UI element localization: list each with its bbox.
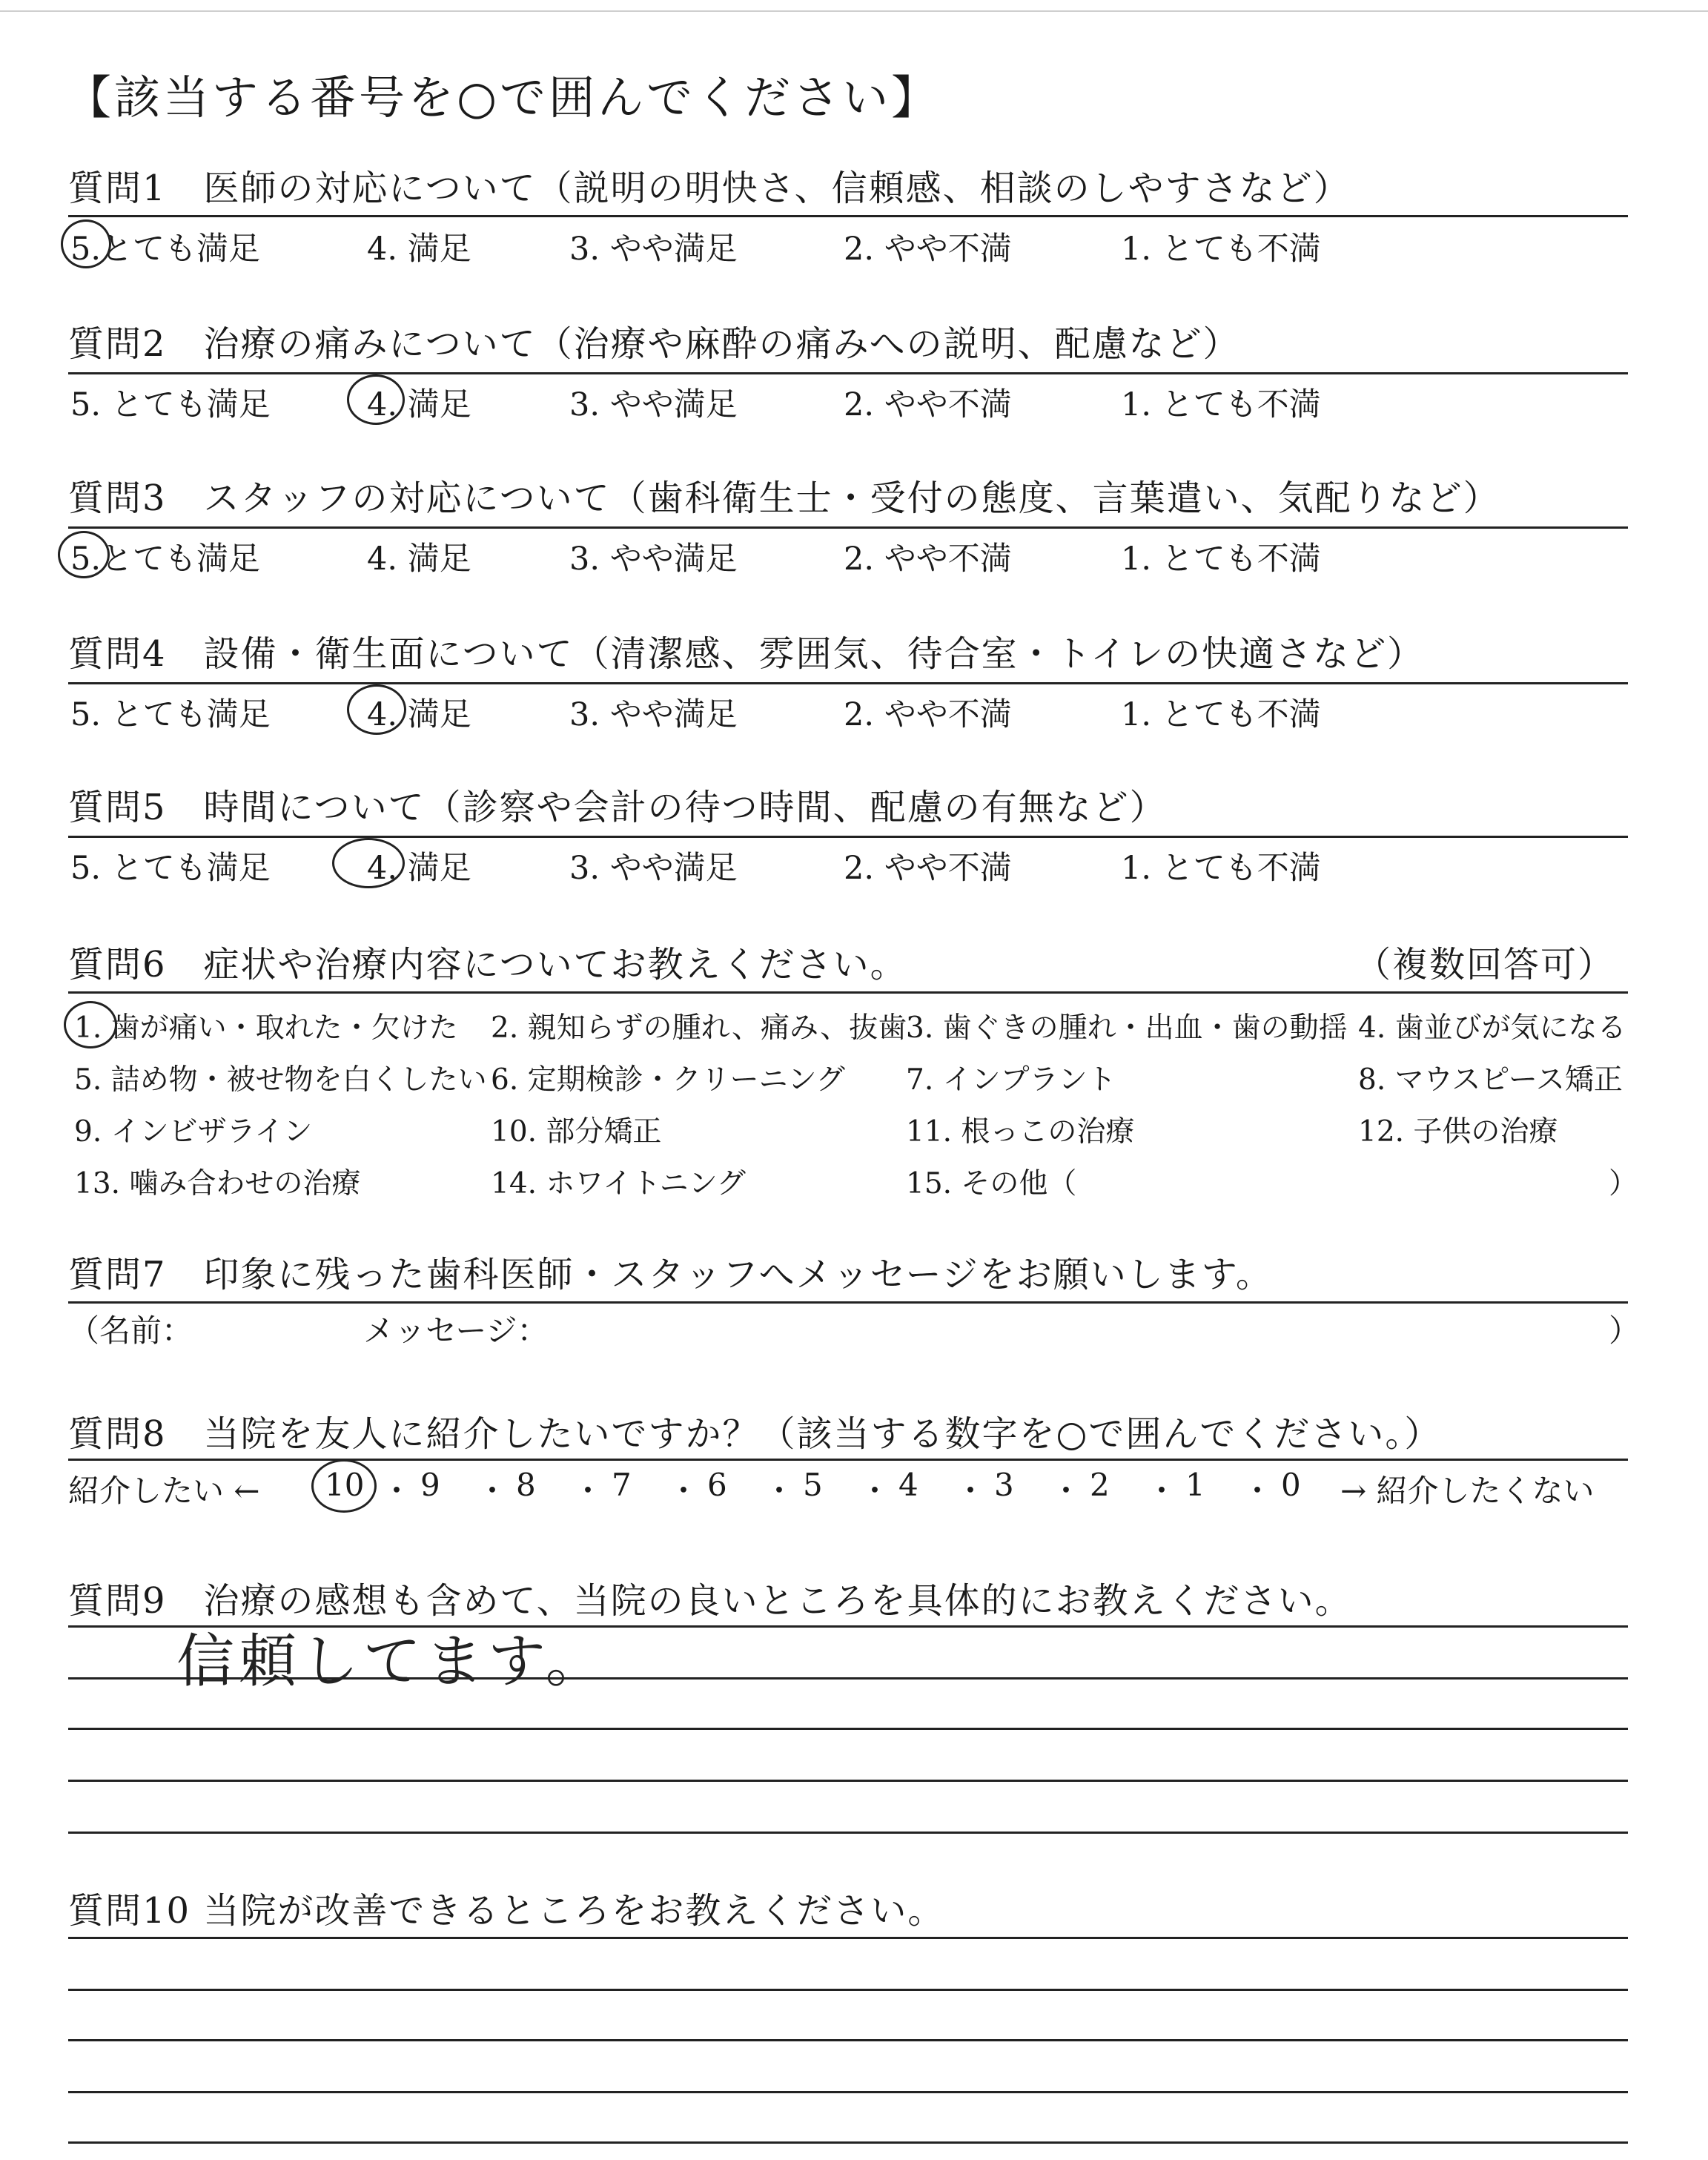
q9-handwritten-answer[interactable]: 信頼してます。 bbox=[176, 1628, 608, 1695]
q3-option-4[interactable]: 4. 満足 bbox=[367, 541, 471, 578]
q4-option-1[interactable]: 1. とても不満 bbox=[1121, 696, 1321, 733]
q3-option-2[interactable]: 2. やや不満 bbox=[844, 541, 1012, 578]
q8-scale-separator: ・ bbox=[1146, 1473, 1178, 1509]
q10-title: 質問10 当院が改善できるところをお教えください。 bbox=[68, 1890, 945, 1932]
q10-line-1 bbox=[68, 1937, 1628, 1939]
q6-option-9[interactable]: 9. インビザライン bbox=[74, 1115, 313, 1149]
q4-option-2[interactable]: 2. やや不満 bbox=[844, 696, 1012, 733]
q6-note: （複数回答可） bbox=[1355, 944, 1615, 985]
q6-option-11[interactable]: 11. 根っこの治療 bbox=[906, 1115, 1135, 1149]
q1-option-4[interactable]: 4. 満足 bbox=[367, 231, 471, 268]
q8-scale-6[interactable]: 6 bbox=[707, 1467, 727, 1503]
q5-option-4[interactable]: 4. 満足 bbox=[367, 850, 471, 887]
q8-scale-0[interactable]: 0 bbox=[1281, 1467, 1301, 1503]
q8-scale-separator: ・ bbox=[859, 1473, 891, 1509]
q7-title: 質問7 印象に残った歯科医師・スタッフへメッセージをお願いします。 bbox=[68, 1254, 1273, 1295]
q3-rule bbox=[68, 526, 1628, 529]
q8-left-label: 紹介したい ← bbox=[68, 1473, 260, 1509]
q1-option-1[interactable]: 1. とても不満 bbox=[1121, 231, 1321, 268]
q6-title: 質問6 症状や治療内容についてお教えください。 bbox=[68, 944, 907, 985]
q10-line-5 bbox=[68, 2141, 1628, 2144]
q3-option-5[interactable]: 5.とても満足 bbox=[70, 541, 261, 578]
q1-title: 質問1 医師の対応について（説明の明快さ、信頼感、相談のしやすさなど） bbox=[68, 168, 1351, 209]
q1-rule bbox=[68, 215, 1628, 217]
q2-option-3[interactable]: 3. やや満足 bbox=[569, 386, 738, 423]
q6-option-13[interactable]: 13. 噛み合わせの治療 bbox=[74, 1167, 361, 1200]
q8-scale-8[interactable]: 8 bbox=[516, 1467, 536, 1503]
q4-title: 質問4 設備・衛生面について（清潔感、雰囲気、待合室・トイレの快適さなど） bbox=[68, 633, 1425, 675]
q1-option-3[interactable]: 3. やや満足 bbox=[569, 231, 738, 268]
q8-scale-5[interactable]: 5 bbox=[803, 1467, 823, 1503]
q6-option-15[interactable]: 15. その他（ bbox=[906, 1167, 1077, 1200]
q10-line-2 bbox=[68, 1989, 1628, 1991]
q8-scale-separator: ・ bbox=[764, 1473, 795, 1509]
q5-title: 質問5 時間について（診察や会計の待つ時間、配慮の有無など） bbox=[68, 787, 1167, 828]
q8-answer-circle bbox=[311, 1459, 377, 1513]
q2-rule bbox=[68, 372, 1628, 374]
q2-title: 質問2 治療の痛みについて（治療や麻酔の痛みへの説明、配慮など） bbox=[68, 323, 1240, 365]
q4-option-5[interactable]: 5. とても満足 bbox=[70, 696, 271, 733]
q8-scale-1[interactable]: 1 bbox=[1185, 1467, 1205, 1503]
q8-scale-10[interactable]: 10 bbox=[325, 1467, 365, 1503]
q6-option-10[interactable]: 10. 部分矯正 bbox=[491, 1115, 662, 1149]
q1-option-5[interactable]: 5.とても満足 bbox=[70, 231, 261, 268]
q8-scale-separator: ・ bbox=[381, 1473, 413, 1509]
q8-scale-separator: ・ bbox=[1242, 1473, 1274, 1509]
q6-answer-circle bbox=[64, 1001, 117, 1048]
q6-option-14[interactable]: 14. ホワイトニング bbox=[491, 1167, 746, 1200]
q10-line-3 bbox=[68, 2039, 1628, 2041]
q3-option-3[interactable]: 3. やや満足 bbox=[569, 541, 738, 578]
q5-rule bbox=[68, 836, 1628, 838]
q4-rule bbox=[68, 682, 1628, 684]
q2-answer-circle bbox=[347, 374, 405, 425]
q8-scale-separator: ・ bbox=[668, 1473, 700, 1509]
q8-scale-7[interactable]: 7 bbox=[612, 1467, 632, 1503]
q3-answer-circle bbox=[58, 531, 110, 578]
q8-scale-2[interactable]: 2 bbox=[1090, 1467, 1110, 1503]
q8-title: 質問8 当院を友人に紹介したいですか？（該当する数字を○で囲んでください。） bbox=[68, 1413, 1442, 1455]
q7-close-paren: ） bbox=[1609, 1312, 1641, 1349]
q8-scale-separator: ・ bbox=[477, 1473, 509, 1509]
q8-scale-separator: ・ bbox=[1050, 1473, 1082, 1509]
q6-option-6[interactable]: 6. 定期検診・クリーニング bbox=[491, 1063, 845, 1097]
scan-edge bbox=[0, 10, 1708, 12]
q8-rule bbox=[68, 1459, 1628, 1461]
q7-rule bbox=[68, 1301, 1628, 1304]
q6-option-3[interactable]: 3. 歯ぐきの腫れ・出血・歯の動揺 bbox=[906, 1011, 1348, 1045]
q5-option-5[interactable]: 5. とても満足 bbox=[70, 850, 271, 887]
q7-name-label: （名前： bbox=[68, 1312, 193, 1349]
q10-line-4 bbox=[68, 2091, 1628, 2093]
q8-right-label: → 紹介したくない bbox=[1340, 1473, 1595, 1509]
q8-scale-separator: ・ bbox=[955, 1473, 987, 1509]
q6-option-5[interactable]: 5. 詰め物・被せ物を白くしたい bbox=[74, 1063, 487, 1097]
page-header: 【該当する番号を○で囲んでください】 bbox=[65, 70, 941, 125]
q6-other-close-paren: ） bbox=[1609, 1167, 1638, 1200]
q4-option-4[interactable]: 4. 満足 bbox=[367, 696, 471, 733]
q8-scale-separator: ・ bbox=[572, 1473, 604, 1509]
q9-title: 質問9 治療の感想も含めて、当院の良いところを具体的にお教えください。 bbox=[68, 1580, 1352, 1622]
q8-scale-9[interactable]: 9 bbox=[420, 1467, 440, 1503]
q1-answer-circle bbox=[61, 219, 111, 268]
q3-title: 質問3 スタッフの対応について（歯科衛生士・受付の態度、言葉遣い、気配りなど） bbox=[68, 478, 1500, 519]
q5-option-1[interactable]: 1. とても不満 bbox=[1121, 850, 1321, 887]
q8-scale-4[interactable]: 4 bbox=[898, 1467, 918, 1503]
q6-option-2[interactable]: 2. 親知らずの腫れ、痛み、抜歯 bbox=[491, 1011, 907, 1045]
q7-message-label: メッセージ： bbox=[363, 1312, 549, 1349]
q3-option-1[interactable]: 1. とても不満 bbox=[1121, 541, 1321, 578]
q6-option-7[interactable]: 7. インプラント bbox=[906, 1063, 1116, 1097]
q8-scale-3[interactable]: 3 bbox=[994, 1467, 1014, 1503]
q1-option-2[interactable]: 2. やや不満 bbox=[844, 231, 1012, 268]
q4-answer-circle bbox=[347, 684, 406, 735]
q9-line-5 bbox=[68, 1832, 1628, 1834]
q9-line-3 bbox=[68, 1728, 1628, 1730]
q5-option-3[interactable]: 3. やや満足 bbox=[569, 850, 738, 887]
q6-option-1[interactable]: 1. 歯が痛い・取れた・欠けた bbox=[74, 1011, 458, 1045]
q6-option-8[interactable]: 8. マウスピース矯正 bbox=[1358, 1063, 1623, 1097]
q9-line-4 bbox=[68, 1780, 1628, 1782]
q2-option-2[interactable]: 2. やや不満 bbox=[844, 386, 1012, 423]
q6-option-12[interactable]: 12. 子供の治療 bbox=[1358, 1115, 1558, 1149]
q6-option-4[interactable]: 4. 歯並びが気になる bbox=[1358, 1011, 1626, 1045]
q5-answer-circle bbox=[332, 838, 405, 888]
q4-option-3[interactable]: 3. やや満足 bbox=[569, 696, 738, 733]
q5-option-2[interactable]: 2. やや不満 bbox=[844, 850, 1012, 887]
q2-option-1[interactable]: 1. とても不満 bbox=[1121, 386, 1321, 423]
q2-option-4[interactable]: 4. 満足 bbox=[367, 386, 471, 423]
q6-rule bbox=[68, 991, 1628, 994]
q2-option-5[interactable]: 5. とても満足 bbox=[70, 386, 271, 423]
